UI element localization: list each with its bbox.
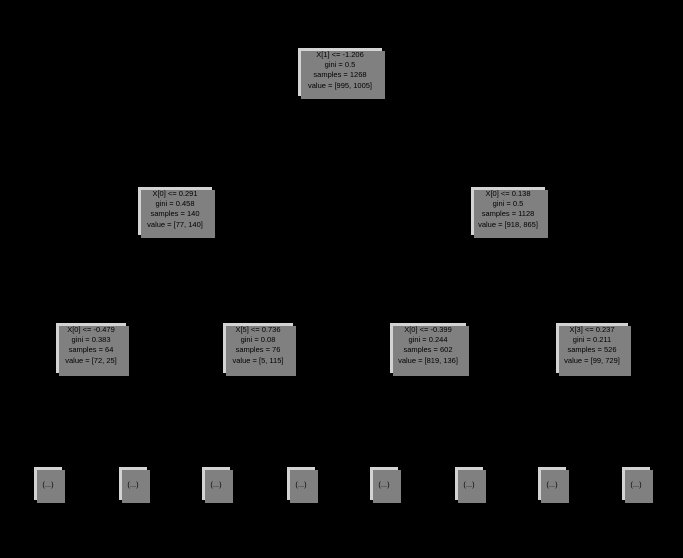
leaf-label: (...) — [210, 480, 222, 489]
node-text-line: value = [918, 865] — [478, 219, 538, 229]
tree-edge — [523, 236, 578, 322]
tree-edge — [216, 374, 245, 466]
node-text-line: gini = 0.5 — [324, 60, 356, 70]
leaf-label: (...) — [630, 480, 642, 489]
node-text-line: X[0] <= -0.479 — [67, 325, 115, 334]
leaf-label: (...) — [42, 480, 54, 489]
tree-edge — [552, 374, 578, 466]
tree-edge — [103, 236, 160, 322]
node-text-line: X[0] <= 0.138 — [485, 189, 531, 198]
leaf-label: (...) — [378, 480, 390, 489]
tree-edge — [103, 374, 133, 466]
node-text-line: X[0] <= 0.291 — [152, 189, 198, 198]
tree-leaf-node[interactable] — [537, 466, 567, 501]
tree-node[interactable] — [389, 322, 467, 374]
node-text-line: gini = 0.458 — [155, 199, 195, 209]
tree-node[interactable] — [555, 322, 629, 374]
node-text-line: samples = 602 — [403, 345, 453, 355]
tree-leaf-node[interactable] — [201, 466, 231, 501]
node-text-line: X[1] <= -1.206 — [316, 50, 364, 59]
node-text-line: gini = 0.5 — [492, 199, 524, 209]
node-text-line: value = [99, 729] — [564, 355, 620, 365]
node-text-line: gini = 0.244 — [408, 335, 448, 345]
tree-edge — [271, 374, 301, 466]
tree-node[interactable] — [470, 186, 546, 236]
node-text-line: value = [819, 136] — [398, 355, 458, 365]
tree-leaf-node[interactable] — [33, 466, 63, 501]
node-text-line: samples = 76 — [235, 345, 281, 355]
tree-edge — [384, 374, 414, 466]
leaf-label: (...) — [546, 480, 558, 489]
leaf-label: (...) — [463, 480, 475, 489]
leaf-label: (...) — [127, 480, 139, 489]
tree-node[interactable] — [297, 47, 383, 97]
tree-edge — [190, 236, 245, 322]
node-text-line: gini = 0.08 — [240, 335, 276, 345]
node-text-line: X[3] <= 0.237 — [569, 325, 615, 334]
node-text-line: gini = 0.383 — [71, 335, 111, 345]
tree-leaf-node[interactable] — [118, 466, 148, 501]
tree-edge — [442, 236, 493, 322]
tree-leaf-node[interactable] — [454, 466, 484, 501]
tree-leaf-node[interactable] — [286, 466, 316, 501]
node-text-line: value = [5, 115] — [232, 355, 284, 365]
node-text-line: samples = 140 — [150, 209, 200, 219]
tree-node[interactable] — [222, 322, 294, 374]
tree-edge — [442, 374, 469, 466]
node-text-line: X[5] <= 0.736 — [235, 325, 281, 334]
node-text-line: gini = 0.211 — [572, 335, 612, 345]
leaf-label: (...) — [295, 480, 307, 489]
node-text-line: X[0] <= -0.399 — [404, 325, 452, 334]
tree-edge — [48, 374, 78, 466]
tree-node[interactable] — [137, 186, 213, 236]
node-text-line: value = [995, 1005] — [307, 80, 372, 90]
tree-leaf-node[interactable] — [621, 466, 651, 501]
node-text-line: samples = 1268 — [313, 70, 367, 80]
node-text-line: value = [77, 140] — [147, 219, 203, 229]
tree-leaf-node[interactable] — [369, 466, 399, 501]
tree-edge — [190, 97, 320, 186]
tree-edge — [605, 374, 636, 466]
node-text-line: samples = 1128 — [481, 209, 535, 219]
tree-edge — [360, 97, 493, 186]
node-text-line: samples = 64 — [68, 345, 114, 355]
node-text-line: samples = 526 — [567, 345, 617, 355]
node-text-line: value = [72, 25] — [65, 355, 117, 365]
tree-node[interactable] — [55, 322, 127, 374]
